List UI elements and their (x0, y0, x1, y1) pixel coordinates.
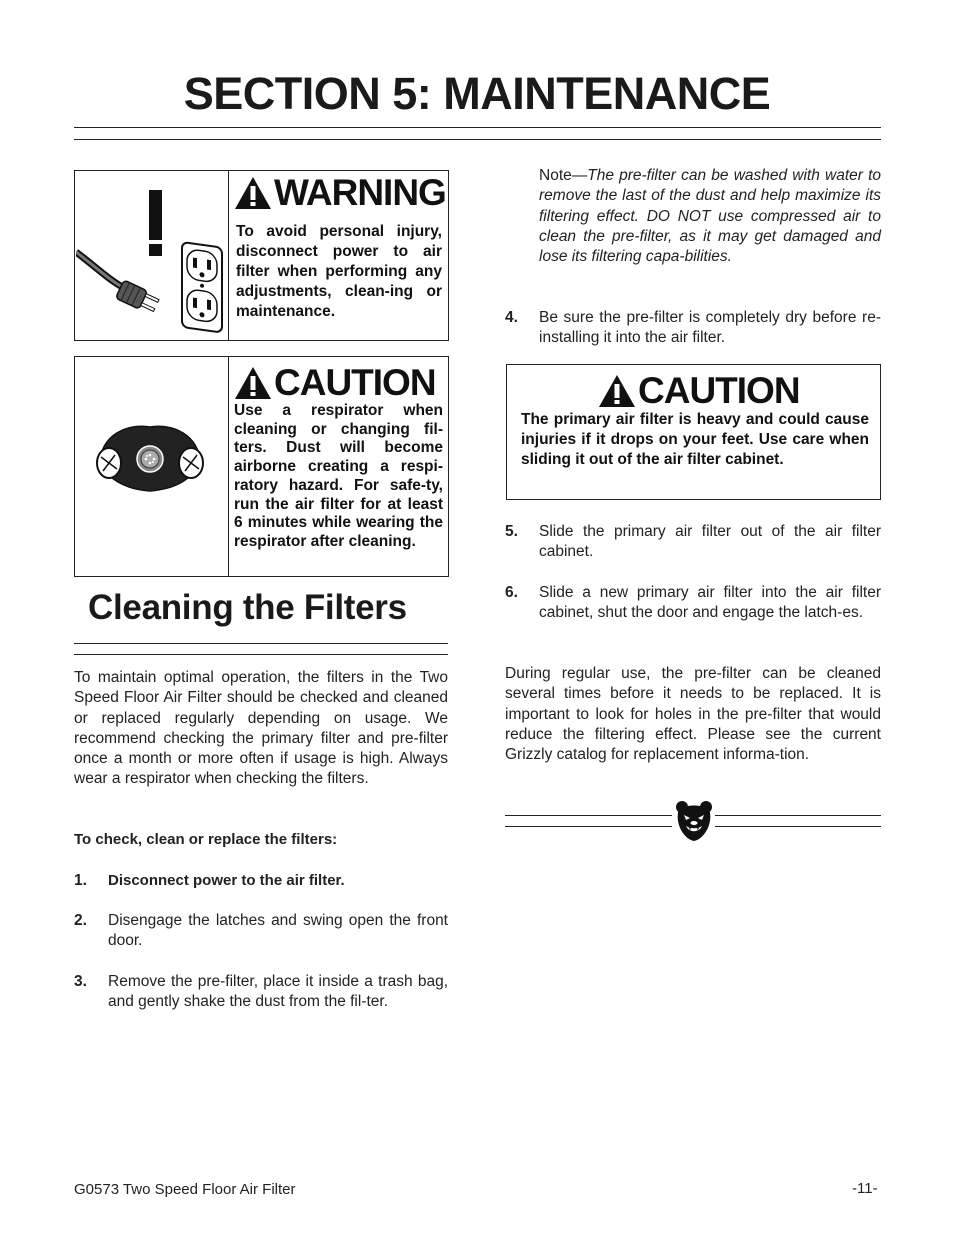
section-title: SECTION 5: MAINTENANCE (183, 68, 771, 119)
respirator-mask-icon (95, 419, 205, 499)
title-rule-upper (74, 127, 881, 128)
warning-header (233, 174, 446, 212)
caution-box-heavy-filter (506, 364, 881, 500)
footer-document-title: G0573 Two Speed Floor Air Filter (74, 1181, 296, 1198)
bear-logo-icon (674, 799, 714, 843)
warning-box (74, 170, 449, 341)
end-rule-right-lower (715, 826, 881, 827)
caution-text-2: The primary air filter is heavy and could cause injuries if it drops on your feet. Use care when sliding it out of the air filter cabinet. (521, 411, 869, 468)
note-label: Note— (539, 167, 588, 184)
note-paragraph (539, 166, 881, 267)
page-number: -11- (852, 1180, 878, 1197)
caution-header-2 (597, 372, 800, 410)
step-5-text: Slide the primary air filter out of the air filter cabinet. (539, 523, 881, 561)
caution-header (233, 364, 436, 402)
caution-heading: CAUTION (274, 362, 436, 403)
alert-triangle-icon (233, 175, 273, 211)
heading-rule-lower (74, 654, 448, 655)
procedure-heading: To check, clean or replace the filters: (74, 831, 338, 848)
caution-heading-2: CAUTION (638, 370, 800, 411)
step-3-text: Remove the pre-filter, place it inside a trash bag, and gently shake the dust from the fil-ter. (108, 973, 448, 1011)
end-rule-left-upper (505, 815, 672, 816)
plug-outlet-exclamation-icon (76, 172, 226, 340)
alert-triangle-icon (233, 365, 273, 401)
cleaning-heading: Cleaning the Filters (88, 588, 407, 627)
title-rule-lower (74, 139, 881, 140)
step-6-text: Slide a new primary air filter into the air filter cabinet, shut the door and engage the latch-es. (539, 584, 881, 622)
caution-box-respirator (74, 356, 449, 577)
intro-paragraph: To maintain optimal operation, the filters in the Two Speed Floor Air Filter should be checked and cleaned or replaced regularly depending on usage. We recommend checking the primary filter and pre-filter once a month or more often if usage is high. Always wear a respirator when checking the filters. (74, 669, 448, 788)
alert-triangle-icon (597, 373, 637, 409)
warning-heading: WARNING (274, 172, 446, 213)
note-text: The pre-filter can be washed with water to remove the last of the dust and help maximize its filtering effect. DO NOT use compressed air to clean the pre-filter, as it may get damaged and lose its filtering capa-bilities. (539, 167, 881, 266)
step-2-text: Disengage the latches and swing open the front door. (108, 912, 448, 950)
step-4-text: Be sure the pre-filter is completely dry before re-installing it into the air filter. (539, 309, 881, 347)
warning-text: To avoid personal injury, disconnect power to air filter when performing any adjustments, clean-ing or maintenance. (236, 223, 442, 320)
end-rule-left-lower (505, 826, 672, 827)
closing-paragraph: During regular use, the pre-filter can be cleaned several times before it needs to be replaced. It is important to look for holes in the pre-filter that would reduce the filtering effect. Please see the current Grizzly catalog for replacement informa-tion. (505, 665, 881, 764)
end-rule-right-upper (715, 815, 881, 816)
step-1-text: Disconnect power to the air filter. (108, 872, 345, 889)
heading-rule-upper (74, 643, 448, 644)
caution-text: Use a respirator when cleaning or changing fil-ters. Dust will become airborne creating a respi-ratory hazard. For safe-ty, run the air filter for at least 6 minutes while wearing the respirator after cleaning. (234, 402, 443, 550)
